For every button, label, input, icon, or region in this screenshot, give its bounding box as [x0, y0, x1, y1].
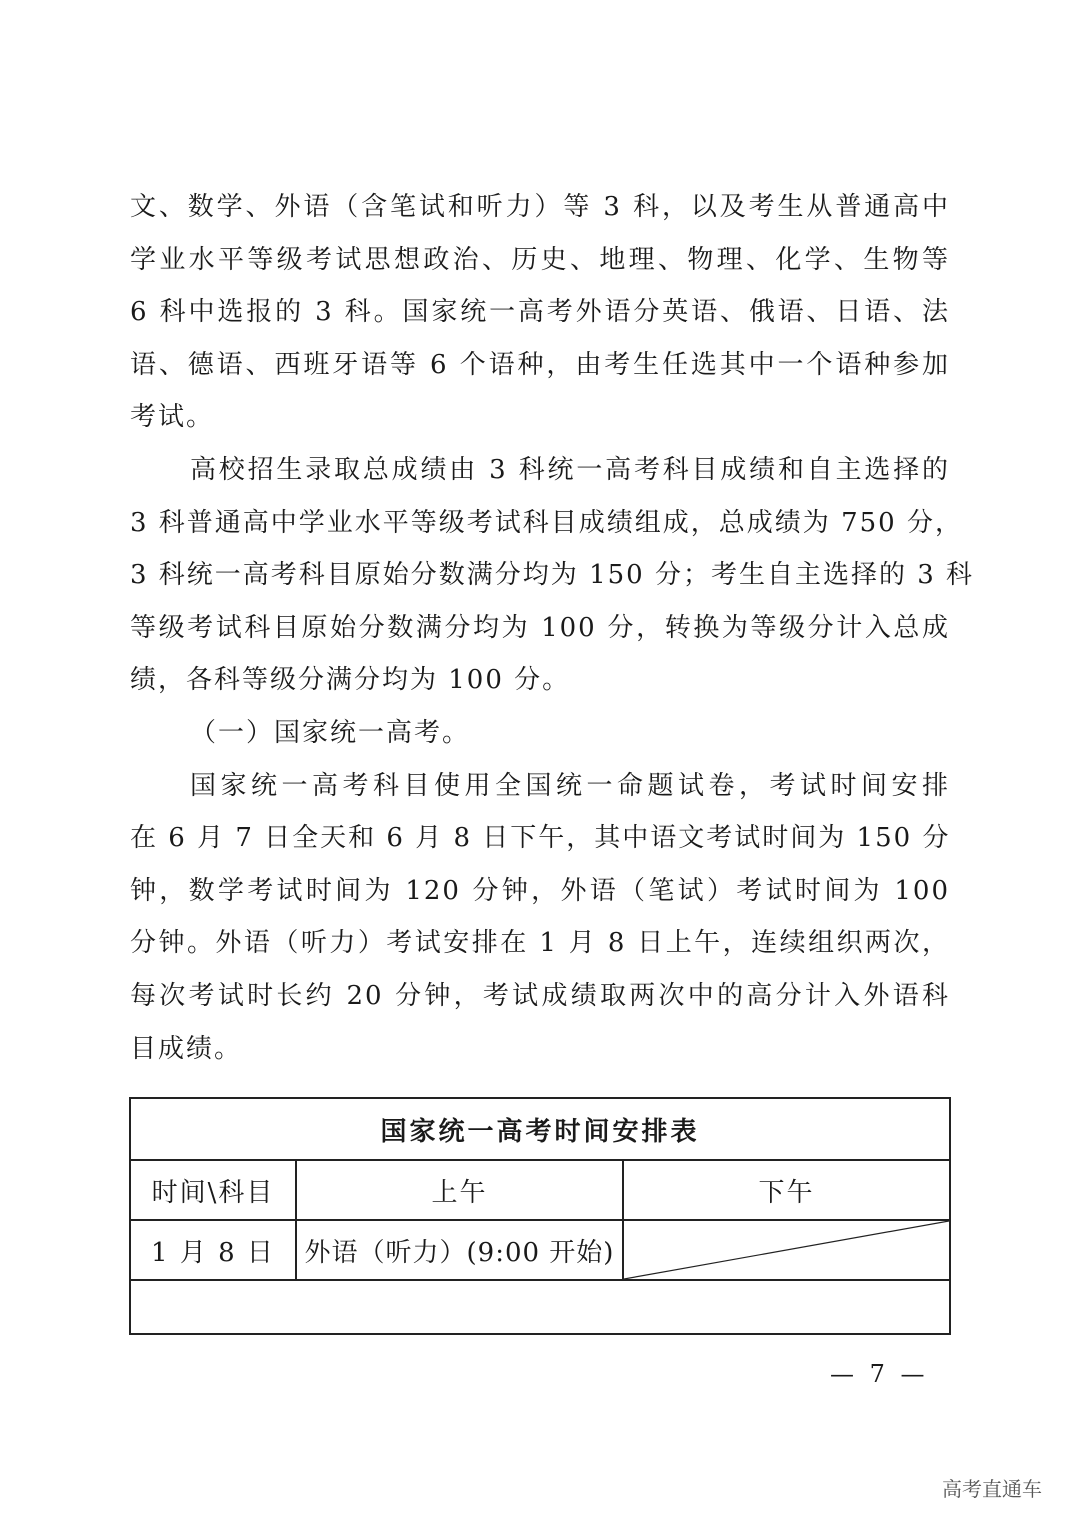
cell-afternoon-empty — [623, 1220, 950, 1280]
text-line: 等级考试科目原始分数满分均为 100 分，转换为等级分计入总成 — [130, 612, 950, 643]
exam-schedule-table — [129, 1097, 951, 1335]
table-header-row — [130, 1160, 950, 1220]
body-text — [130, 181, 975, 1075]
header-afternoon: 下午 — [623, 1160, 950, 1220]
text-line: 钟，数学考试时间为 120 分钟，外语（笔试）考试时间为 100 — [130, 875, 950, 906]
text-line: 每次考试时长约 20 分钟，考试成绩取两次中的高分计入外语科 — [130, 980, 950, 1011]
cell-morning: 外语（听力）(9:00 开始) — [296, 1220, 623, 1280]
text-line: 考试。 — [130, 402, 215, 433]
watermark: 高考直通车 — [942, 1477, 1042, 1501]
text-line: 国家统一高考科目使用全国统一命题试卷，考试时间安排 — [190, 770, 950, 801]
text-line: 绩，各科等级分满分均为 100 分。 — [130, 665, 571, 696]
page-number: — 7 — — [830, 1360, 929, 1388]
text-line: 3 科普通高中学业水平等级考试科目成绩组成，总成绩为 750 分， — [130, 507, 963, 538]
text-line: 6 科中选报的 3 科。国家统一高考外语分英语、俄语、日语、法 — [130, 297, 950, 328]
diagonal-line — [624, 1221, 949, 1279]
text-line: 高校招生录取总成绩由 3 科统一高考科目成绩和自主选择的 — [190, 454, 950, 485]
header-time-subject: 时间\科目 — [130, 1160, 296, 1220]
text-line: 在 6 月 7 日全天和 6 月 8 日下午，其中语文考试时间为 150 分 — [130, 823, 951, 854]
table-empty-row — [130, 1280, 950, 1334]
table-title: 国家统一高考时间安排表 — [130, 1098, 950, 1160]
text-line: 语、德语、西班牙语等 6 个语种，由考生任选其中一个语种参加 — [130, 349, 950, 380]
text-line: 3 科统一高考科目原始分数满分均为 150 分；考生自主选择的 3 科 — [130, 560, 975, 591]
text-line: 学业水平等级考试思想政治、历史、地理、物理、化学、生物等 — [130, 244, 950, 275]
cell-date: 1 月 8 日 — [130, 1220, 296, 1280]
text-line: 文、数学、外语（含笔试和听力）等 3 科，以及考生从普通高中 — [130, 192, 950, 222]
empty-cell — [130, 1280, 950, 1334]
text-line: 分钟。外语（听力）考试安排在 1 月 8 日上午，连续组织两次， — [130, 928, 950, 959]
text-line: 目成绩。 — [130, 1033, 243, 1064]
table-row — [130, 1220, 950, 1280]
header-morning: 上午 — [296, 1160, 623, 1220]
section-heading: （一）国家统一高考。 — [190, 717, 471, 748]
